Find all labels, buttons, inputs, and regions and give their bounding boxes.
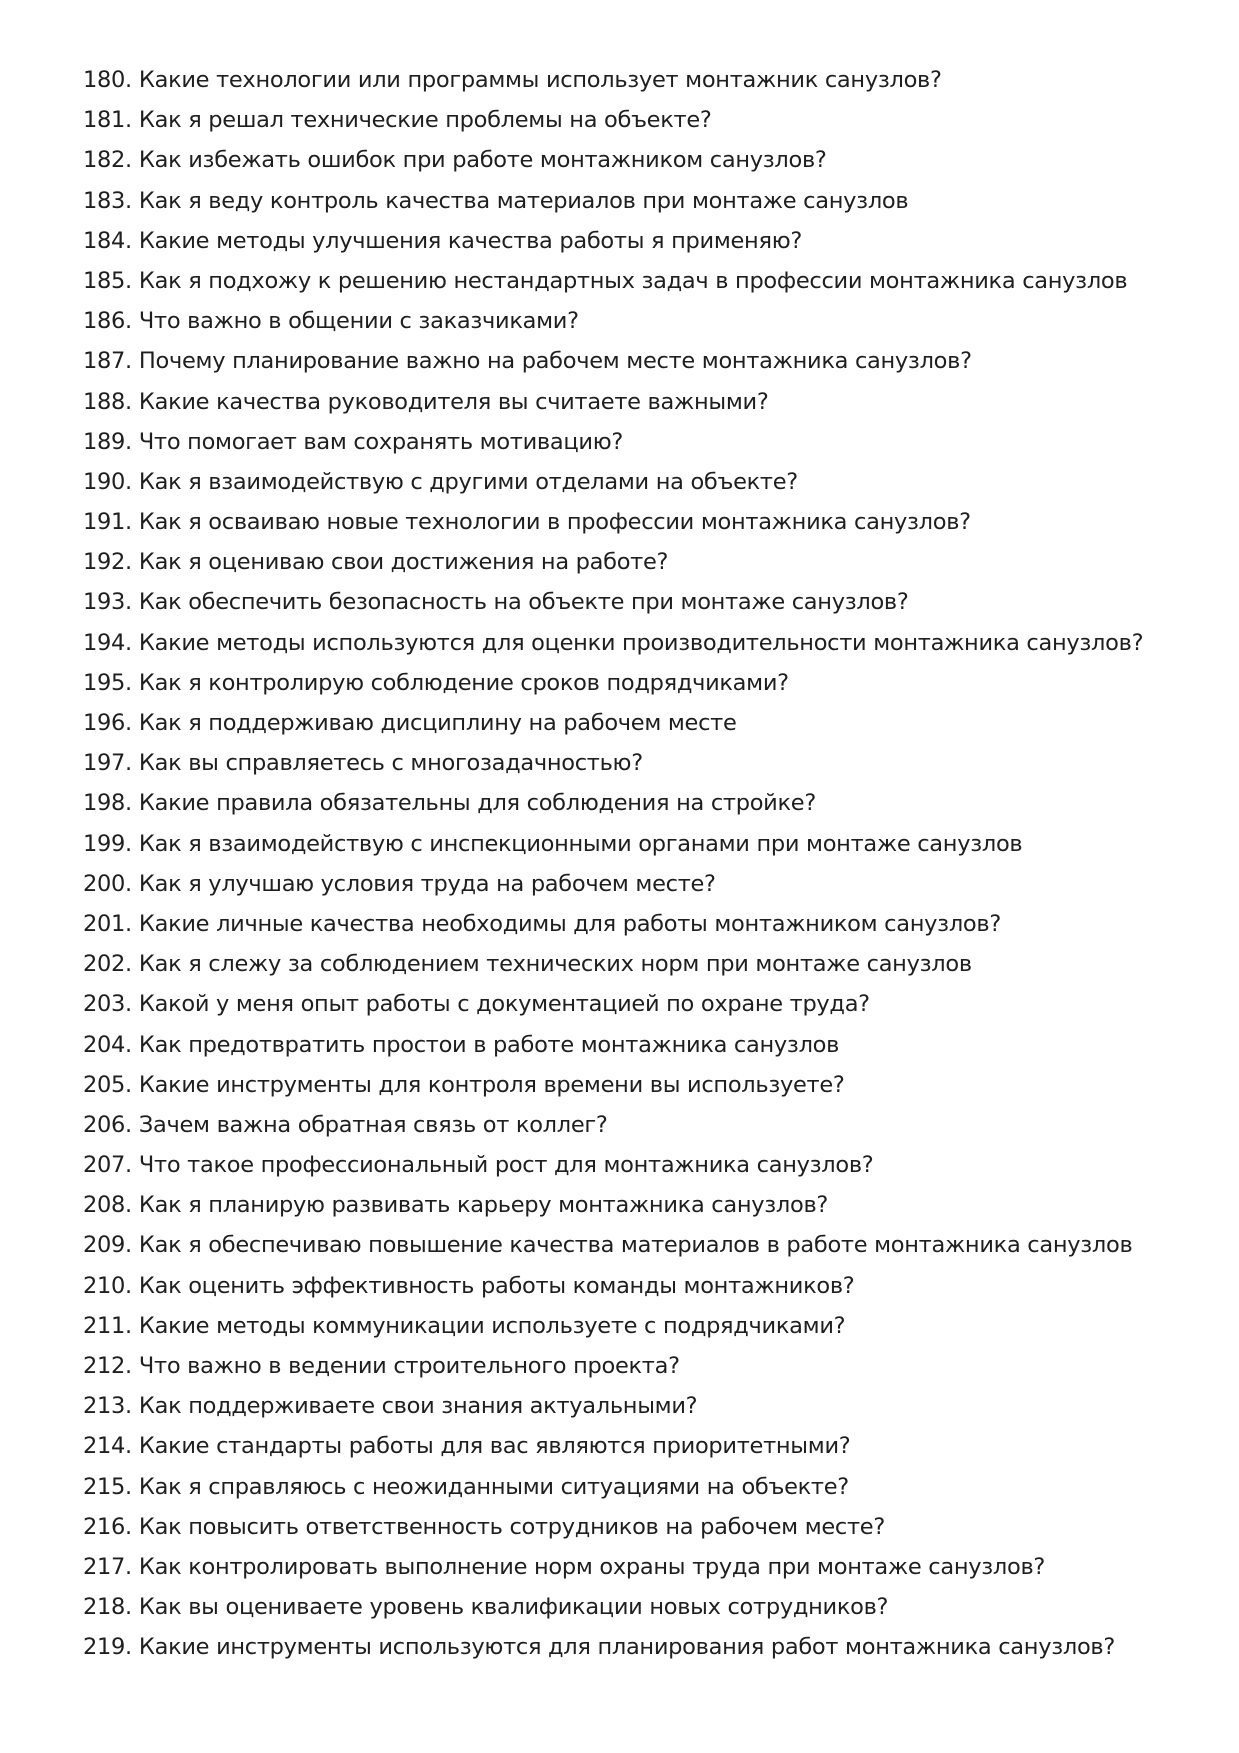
question-item (83, 783, 1203, 823)
question-number: 218. (83, 1594, 132, 1621)
question-item (83, 140, 1203, 180)
question-number: 198. (83, 790, 132, 817)
question-item (83, 743, 1203, 783)
question-item (83, 944, 1203, 984)
question-text: Как поддерживаете свои знания актуальными? (138, 1393, 698, 1420)
question-text: Какие личные качества необходимы для работы монтажником санузлов? (138, 910, 1001, 937)
question-number: 196. (83, 710, 132, 736)
question-item (83, 261, 1203, 301)
question-item (83, 181, 1203, 221)
question-text: Какие технологии или программы использует монтажник санузлов? (138, 67, 942, 93)
question-number: 202. (83, 951, 132, 978)
question-item (83, 1025, 1203, 1065)
question-item (83, 60, 1203, 100)
question-number: 208. (83, 1192, 132, 1219)
question-number: 204. (83, 1031, 132, 1058)
question-number: 193. (83, 589, 132, 616)
question-text: Как избежать ошибок при работе монтажником санузлов? (138, 147, 827, 174)
question-item (83, 301, 1203, 341)
question-text: Зачем важна обратная связь от коллег? (138, 1111, 608, 1138)
question-number: 203. (83, 991, 132, 1018)
question-number: 186. (83, 308, 132, 335)
question-number: 215. (83, 1473, 132, 1500)
question-number: 207. (83, 1152, 132, 1179)
question-number: 212. (83, 1353, 132, 1379)
question-text: Почему планирование важно на рабочем месте монтажника санузлов? (138, 348, 972, 375)
question-number: 192. (83, 549, 132, 576)
question-text: Как я слежу за соблюдением технических норм при монтаже санузлов (138, 951, 972, 978)
question-item (83, 502, 1203, 542)
question-list (83, 60, 1203, 1668)
question-item (83, 623, 1203, 663)
question-text: Как я планирую развивать карьеру монтажника санузлов? (138, 1192, 829, 1219)
question-text: Какие инструменты используются для планирования работ монтажника санузлов? (138, 1634, 1116, 1661)
question-item (83, 382, 1203, 422)
question-text: Что такое профессиональный рост для монтажника санузлов? (138, 1152, 874, 1179)
question-number: 214. (83, 1433, 132, 1460)
question-number: 211. (83, 1312, 132, 1339)
question-number: 180. (83, 67, 132, 93)
question-text: Как я решал технические проблемы на объекте? (138, 107, 712, 134)
question-item (83, 984, 1203, 1024)
question-number: 195. (83, 669, 132, 696)
question-item (83, 1185, 1203, 1225)
question-text: Какие методы коммуникации используете с подрядчиками? (138, 1312, 846, 1339)
question-text: Какие инструменты для контроля времени вы используете? (138, 1071, 845, 1098)
question-item (83, 1065, 1203, 1105)
question-number: 216. (83, 1513, 132, 1540)
question-item (83, 1507, 1203, 1547)
question-item (83, 1145, 1203, 1185)
question-number: 182. (83, 147, 132, 174)
question-text: Какие методы улучшения качества работы я применяю? (138, 227, 802, 254)
question-number: 219. (83, 1634, 132, 1661)
question-text: Как повысить ответственность сотрудников на рабочем месте? (138, 1513, 885, 1540)
question-text: Как оценить эффективность работы команды монтажников? (138, 1272, 855, 1299)
question-text: Какой у меня опыт работы с документацией по охране труда? (138, 991, 870, 1018)
question-number: 210. (83, 1272, 132, 1299)
question-item (83, 703, 1203, 743)
question-text: Какие качества руководителя вы считаете важными? (138, 388, 769, 415)
question-number: 181. (83, 107, 132, 134)
question-item (83, 904, 1203, 944)
question-number: 206. (83, 1111, 132, 1138)
question-text: Как я контролирую соблюдение сроков подрядчиками? (138, 669, 789, 696)
question-item (83, 1386, 1203, 1426)
question-item (83, 1346, 1203, 1386)
question-text: Как я поддерживаю дисциплину на рабочем месте (138, 710, 737, 736)
question-text: Какие стандарты работы для вас являются приоритетными? (138, 1433, 851, 1460)
question-text: Как вы справляетесь с многозадачностью? (138, 750, 643, 777)
question-number: 187. (83, 348, 132, 375)
question-item (83, 1105, 1203, 1145)
question-item (83, 582, 1203, 622)
question-number: 183. (83, 187, 132, 214)
question-text: Как я улучшаю условия труда на рабочем месте? (138, 870, 716, 897)
question-text: Как вы оцениваете уровень квалификации новых сотрудников? (138, 1594, 889, 1621)
question-text: Как я оцениваю свои достижения на работе? (138, 549, 669, 576)
question-text: Какие правила обязательны для соблюдения на стройке? (138, 790, 816, 817)
question-number: 200. (83, 870, 132, 897)
question-text: Как я обеспечиваю повышение качества материалов в работе монтажника санузлов (138, 1232, 1133, 1259)
question-text: Как предотвратить простои в работе монтажника санузлов (138, 1031, 840, 1058)
question-text: Как обеспечить безопасность на объекте при монтаже санузлов? (138, 589, 909, 616)
question-item (83, 1627, 1203, 1667)
question-text: Как я веду контроль качества материалов при монтаже санузлов (138, 187, 909, 214)
question-number: 194. (83, 629, 132, 656)
question-number: 213. (83, 1393, 132, 1420)
question-item (83, 1225, 1203, 1265)
question-number: 188. (83, 388, 132, 415)
question-item (83, 422, 1203, 462)
question-item (83, 824, 1203, 864)
question-item (83, 1547, 1203, 1587)
question-number: 191. (83, 509, 132, 536)
question-number: 184. (83, 227, 132, 254)
question-item (83, 221, 1203, 261)
question-text: Какие методы используются для оценки производительности монтажника санузлов? (138, 629, 1144, 656)
question-item (83, 1266, 1203, 1306)
question-text: Как я справляюсь с неожиданными ситуациями на объекте? (138, 1473, 849, 1500)
question-number: 197. (83, 750, 132, 777)
question-text: Как контролировать выполнение норм охраны труда при монтаже санузлов? (138, 1553, 1046, 1580)
question-number: 205. (83, 1071, 132, 1098)
question-text: Как я взаимодействую с инспекционными органами при монтаже санузлов (138, 830, 1023, 857)
question-number: 189. (83, 428, 132, 455)
question-item (83, 1467, 1203, 1507)
question-number: 190. (83, 468, 132, 495)
question-text: Как я подхожу к решению нестандартных задач в профессии монтажника санузлов (138, 267, 1128, 294)
question-number: 209. (83, 1232, 132, 1259)
question-number: 199. (83, 830, 132, 857)
question-item (83, 341, 1203, 381)
question-text: Что помогает вам сохранять мотивацию? (138, 428, 623, 455)
question-item (83, 663, 1203, 703)
question-item (83, 1426, 1203, 1466)
question-item (83, 462, 1203, 502)
question-text: Как я осваиваю новые технологии в профессии монтажника санузлов? (138, 509, 971, 536)
question-text: Что важно в ведении строительного проекта? (138, 1353, 680, 1379)
question-item (83, 1306, 1203, 1346)
question-number: 185. (83, 267, 132, 294)
question-item (83, 542, 1203, 582)
question-item (83, 864, 1203, 904)
question-number: 201. (83, 910, 132, 937)
question-item (83, 100, 1203, 140)
question-text: Что важно в общении с заказчиками? (138, 308, 579, 335)
question-number: 217. (83, 1553, 132, 1580)
question-item (83, 1587, 1203, 1627)
question-text: Как я взаимодействую с другими отделами на объекте? (138, 468, 798, 495)
